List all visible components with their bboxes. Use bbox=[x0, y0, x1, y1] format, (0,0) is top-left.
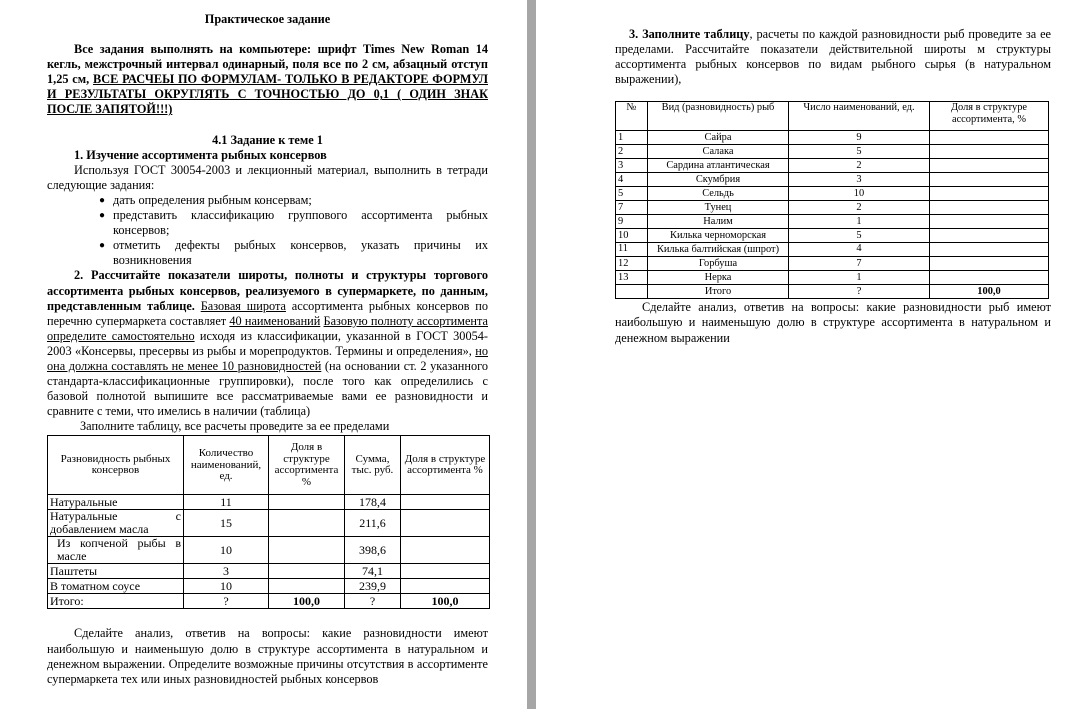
table-cell bbox=[401, 564, 490, 579]
table-cell: В томатном соусе bbox=[48, 579, 184, 594]
table-cell: Сельдь bbox=[648, 187, 789, 201]
table-row bbox=[48, 495, 490, 510]
table-cell: 10 bbox=[789, 187, 930, 201]
table-cell bbox=[930, 159, 1049, 173]
table-row bbox=[616, 243, 1049, 257]
table-cell: 100,0 bbox=[269, 594, 345, 609]
table-row bbox=[616, 257, 1049, 271]
fish-species-table bbox=[615, 101, 1049, 299]
task1-heading: 1. Изучение ассортимента рыбных консервов bbox=[74, 147, 327, 162]
analysis-paragraph: Сделайте анализ, ответив на вопросы: какие разновидности рыб имеют наибольшую и наименьшую долю в структуре ассортимента в натуральном и денежном выражении bbox=[615, 300, 1051, 345]
table-cell: 4 bbox=[789, 243, 930, 257]
table-cell: 4 bbox=[616, 173, 648, 187]
table-cell bbox=[269, 579, 345, 594]
task2-underlined-text: Базовую полноту ассортимента определите самостоятельно bbox=[47, 313, 488, 343]
table-cell bbox=[930, 257, 1049, 271]
bullet-item-text: представить классификацию группового ассортимента рыбных консервов; bbox=[113, 208, 488, 238]
table-cell: 9 bbox=[616, 215, 648, 229]
table-row bbox=[48, 579, 490, 594]
table-cell bbox=[930, 131, 1049, 145]
bullet-item bbox=[100, 238, 488, 268]
task1-intro: Используя ГОСТ 30054-2003 и лекционный материал, выполнить в тетради следующие задания: bbox=[47, 162, 488, 192]
table-cell: 398,6 bbox=[345, 537, 401, 564]
table-cell: Натуральные bbox=[48, 495, 184, 510]
table-cell: 5 bbox=[789, 145, 930, 159]
table-cell: 2 bbox=[789, 159, 930, 173]
table-cell: Килька черноморская bbox=[648, 229, 789, 243]
column-header: Вид (разновидность) рыб bbox=[648, 102, 789, 131]
table-row bbox=[616, 215, 1049, 229]
table-cell: Натуральные с добавлением масла bbox=[48, 510, 184, 537]
table-cell: 100,0 bbox=[401, 594, 490, 609]
bullet-item-text: дать определения рыбным консервам; bbox=[113, 192, 312, 207]
table-row bbox=[616, 187, 1049, 201]
table-cell: Тунец bbox=[648, 201, 789, 215]
table-cell: 3 bbox=[616, 159, 648, 173]
table-cell: 10 bbox=[616, 229, 648, 243]
table-cell: 7 bbox=[616, 201, 648, 215]
table-cell: 7 bbox=[789, 257, 930, 271]
table-cell: 100,0 bbox=[930, 285, 1049, 299]
table-cell: 211,6 bbox=[345, 510, 401, 537]
table-cell bbox=[930, 187, 1049, 201]
column-header: Разновидность рыбных консервов bbox=[48, 436, 184, 495]
table-cell: 10 bbox=[184, 537, 269, 564]
table-cell: ? bbox=[345, 594, 401, 609]
table-cell: 2 bbox=[789, 201, 930, 215]
table-cell: Салака bbox=[648, 145, 789, 159]
table-total-row bbox=[48, 594, 490, 609]
table-cell: 3 bbox=[789, 173, 930, 187]
table-cell: 15 bbox=[184, 510, 269, 537]
assortment-table bbox=[47, 435, 490, 609]
table-cell: 5 bbox=[616, 187, 648, 201]
table-cell: 1 bbox=[789, 271, 930, 285]
spacer bbox=[47, 27, 488, 42]
table-cell: Итого bbox=[648, 285, 789, 299]
table-row bbox=[616, 229, 1049, 243]
table-cell: 239,9 bbox=[345, 579, 401, 594]
document-page-right bbox=[536, 0, 1087, 709]
table-cell bbox=[401, 537, 490, 564]
table-cell bbox=[269, 510, 345, 537]
table-cell bbox=[269, 537, 345, 564]
column-header: Доля в структуре ассортимента % bbox=[269, 436, 345, 495]
table-cell bbox=[930, 215, 1049, 229]
table-caption: Заполните таблицу, все расчеты проведите за ее пределами bbox=[80, 419, 390, 434]
bullet-icon: ● bbox=[99, 194, 106, 206]
table-cell: 3 bbox=[184, 564, 269, 579]
task2-underlined-text: 40 наименований bbox=[229, 313, 321, 328]
table-row bbox=[616, 173, 1049, 187]
table-cell: ? bbox=[184, 594, 269, 609]
table-cell: Паштеты bbox=[48, 564, 184, 579]
table-cell: 11 bbox=[184, 495, 269, 510]
task2-underlined-text: но она должна составлять не менее 10 разновидностей bbox=[47, 343, 488, 373]
table-row bbox=[48, 564, 490, 579]
table-cell: 74,1 bbox=[345, 564, 401, 579]
table-cell: Налим bbox=[648, 215, 789, 229]
table-cell: 11 bbox=[616, 243, 648, 257]
table-header-row bbox=[616, 102, 1049, 131]
table-cell: 9 bbox=[789, 131, 930, 145]
bullet-icon: ● bbox=[99, 240, 106, 252]
instructions-underlined-text: ВСЕ РАСЧЕЫ ПО ФОРМУЛАМ- ТОЛЬКО В РЕДАКТОРЕ ФОРМУЛ И РЕЗУЛЬТАТЫ ОКРУГЛЯТЬ С ТОЧНОСТЬЮ ДО 0,1 ( ОДИН ЗНАК ПОСЛЕ ЗАПЯТОЙ!!!) bbox=[47, 72, 489, 117]
spacer bbox=[47, 609, 488, 626]
table-cell: Килька балтийская (шпрот) bbox=[648, 243, 789, 257]
table-cell bbox=[616, 285, 648, 299]
column-header: № bbox=[616, 102, 648, 131]
task3-paragraph bbox=[615, 27, 1051, 87]
bullet-item bbox=[100, 208, 488, 238]
table-cell bbox=[401, 510, 490, 537]
page-right-content bbox=[615, 27, 1051, 346]
task3-text: , расчеты по каждой разновидности рыб проведите за ее пределами. Рассчитайте показатели действительной широты м структуры ассортимента рыбных консервов по видам рыбного сырья (в натуральном выражении), bbox=[615, 27, 1051, 87]
table-cell: Горбуша bbox=[648, 257, 789, 271]
bullet-icon: ● bbox=[99, 210, 106, 222]
table-cell: Сардина атлантическая bbox=[648, 159, 789, 173]
table-cell bbox=[401, 579, 490, 594]
table-cell: 178,4 bbox=[345, 495, 401, 510]
bullet-item-text: отметить дефекты рыбных консервов, указать причины их возникновения bbox=[113, 238, 488, 268]
table-cell bbox=[930, 201, 1049, 215]
table-header-row bbox=[48, 436, 490, 495]
table-cell: 2 bbox=[616, 145, 648, 159]
instructions-paragraph bbox=[47, 42, 488, 117]
table-cell: 5 bbox=[789, 229, 930, 243]
column-header: Число наименований, ед. bbox=[789, 102, 930, 131]
table-cell bbox=[269, 495, 345, 510]
column-header: Сумма, тыс. руб. bbox=[345, 436, 401, 495]
table-row bbox=[616, 159, 1049, 173]
table-row bbox=[616, 271, 1049, 285]
table-cell: Из копченой рыбы в масле bbox=[48, 537, 184, 564]
table-cell: 13 bbox=[616, 271, 648, 285]
task1-bullet-list bbox=[47, 193, 488, 268]
task2-underlined-text: Базовая широта bbox=[200, 298, 286, 313]
analysis-paragraph: Сделайте анализ, ответив на вопросы: какие разновидности имеют наибольшую и наименьшую долю в структуре ассортимента в натуральном и денежном выражении. Определите возможные причины отсутствия в ассортименте супермаркета тех или иных разновидностей рыбных консервов bbox=[47, 626, 488, 686]
task2-heading: 2. Рассчитайте показатели широты, полноты и структуры торгового ассортимента рыбных консервов, реализуемого в супермаркете, по данным, представленным таблице. bbox=[47, 268, 488, 313]
table-cell: ? bbox=[789, 285, 930, 299]
document-page-left bbox=[0, 0, 527, 709]
table-cell: Сайра bbox=[648, 131, 789, 145]
task2-paragraph bbox=[47, 268, 488, 419]
table-cell: Итого: bbox=[48, 594, 184, 609]
table-cell: 12 bbox=[616, 257, 648, 271]
column-header: Доля в структуре ассортимента % bbox=[401, 436, 490, 495]
page-left-content bbox=[47, 12, 488, 687]
task2-text: (на основании ст. 2 указанного стандарта-классификационные группировки), после того как определились с базовой полнотой выпишите все рассматриваемые вами ее разновидности и сравните с теми, что имелись в наличии (таблица) bbox=[47, 358, 488, 419]
page-title: Практическое задание bbox=[204, 12, 331, 26]
task2-text: ассортимента рыбных консервов по перечню супермаркета составляет bbox=[47, 298, 488, 328]
table-cell bbox=[269, 564, 345, 579]
spacer bbox=[47, 118, 488, 133]
bullet-item bbox=[100, 193, 488, 208]
table-cell bbox=[930, 271, 1049, 285]
task3-heading: 3. Заполните таблицу bbox=[629, 27, 750, 41]
table-cell bbox=[930, 243, 1049, 257]
table-cell: Нерка bbox=[648, 271, 789, 285]
table-total-row bbox=[616, 285, 1049, 299]
section-heading: 4.1 Задание к теме 1 bbox=[212, 132, 323, 147]
table-cell bbox=[401, 495, 490, 510]
table-cell bbox=[930, 229, 1049, 243]
table-cell: 1 bbox=[616, 131, 648, 145]
table-row bbox=[616, 201, 1049, 215]
column-header: Количество наименований, ед. bbox=[184, 436, 269, 495]
table-row bbox=[48, 510, 490, 537]
table-row bbox=[616, 131, 1049, 145]
table-row bbox=[48, 537, 490, 564]
column-header: Доля в структуре ассортимента, % bbox=[930, 102, 1049, 131]
table-cell: 10 bbox=[184, 579, 269, 594]
table-cell bbox=[930, 173, 1049, 187]
task2-text: исходя из классификации, указанной в ГОСТ 30054-2003 «Консервы, пресервы из рыбы и морепродуктов. Термины и определения», bbox=[47, 328, 488, 358]
table-row bbox=[616, 145, 1049, 159]
instructions-text: Все задания выполнять на компьютере: шрифт Times New Roman 14 кегль, межстрочный интервал одинарный, поля все по 2 см, абзацный отступ 1,25 см, bbox=[47, 42, 488, 87]
table-cell: Скумбрия bbox=[648, 173, 789, 187]
table-cell bbox=[930, 145, 1049, 159]
page-gutter bbox=[527, 0, 536, 709]
table-cell: 1 bbox=[789, 215, 930, 229]
